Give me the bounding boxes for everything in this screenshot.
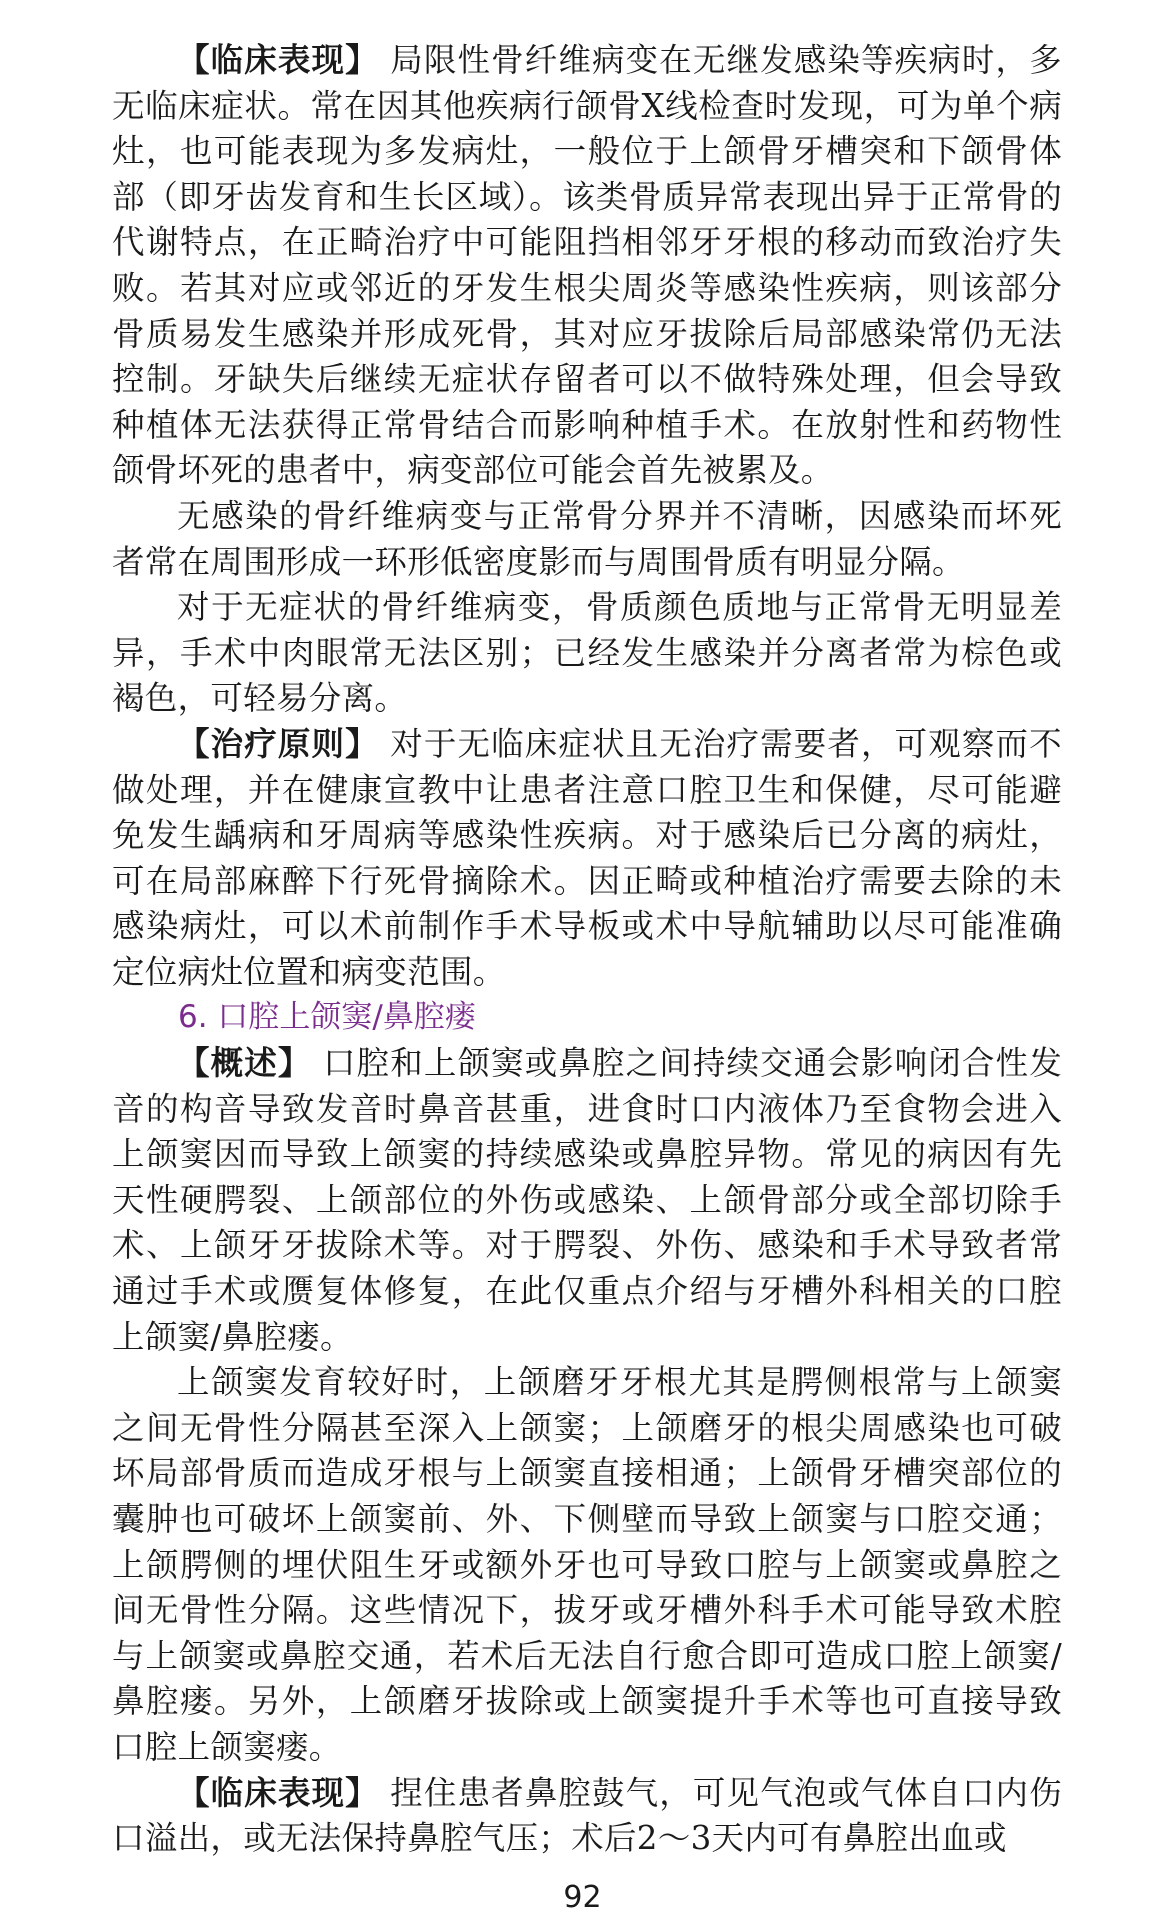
paragraph-overview	[112, 1041, 1062, 1360]
paragraph-clinical-manifestation	[112, 38, 1062, 494]
paragraph-body	[112, 1360, 1062, 1770]
paragraph-text: 无感染的骨纤维病变与正常骨分界并不清晰，因感染而坏死者常在周围形成一环形低密度影而与周围骨质有明显分隔。	[112, 496, 1062, 581]
section-heading: 6. 口腔上颌窦/鼻腔瘘	[178, 999, 476, 1036]
paragraph-lead: 【临床表现】	[177, 41, 379, 79]
paragraph-lead: 【概述】	[177, 1044, 312, 1083]
section-b	[112, 1041, 1062, 1862]
paragraph-text: 上颌窦发育较好时，上颌磨牙牙根尤其是腭侧根常与上颌窦之间无骨性分隔甚至深入上颌窦；上颌磨牙的根尖周感染也可破坏局部骨质而造成牙根与上颌窦直接相通；上颌骨牙槽突部位的囊肿也可破坏上颌窦前、外、下侧壁而导致上颌窦与口腔交通；上颌腭侧的埋伏阻生牙或额外牙也可导致口腔与上颌窦或鼻腔之间无骨性分隔。这些情况下，拔牙或牙槽外科手术可能导致术腔与上颌窦或鼻腔交通，若术后无法自行愈合即可造成口腔上颌窦/鼻腔瘘。另外，上颌磨牙拔除或上颌窦提升手术等也可直接导致口腔上颌窦瘘。	[112, 1363, 1062, 1766]
paragraph-body	[112, 494, 1062, 585]
paragraph-text: 对于无症状的骨纤维病变，骨质颜色质地与正常骨无明显差异，手术中肉眼常无法区别；已经发生感染并分离者常为棕色或褐色，可轻易分离。	[112, 588, 1062, 718]
paragraph-text: 口腔和上颌窦或鼻腔之间持续交通会影响闭合性发音的构音导致发音时鼻音甚重，进食时口内液体乃至食物会进入上颌窦因而导致上颌窦的持续感染或鼻腔异物。常见的病因有先天性硬腭裂、上颌部位的外伤或感染、上颌骨部分或全部切除手术、上颌牙牙拔除术等。对于腭裂、外伤、感染和手术导致者常通过手术或赝复体修复，在此仅重点介绍与牙槽外科相关的口腔上颌窦/鼻腔瘘。	[112, 1044, 1062, 1356]
paragraph-text: 对于无临床症状且无治疗需要者，可观察而不做处理，并在健康宣教中让患者注意口腔卫生和保健，尽可能避免发生龋病和牙周病等感染性疾病。对于感染后已分离的病灶，可在局部麻醉下行死骨摘除术。因正畸或种植治疗需要去除的未感染病灶，可以术前制作手术导板或术中导航辅助以尽可能准确定位病灶位置和病变范围。	[112, 724, 1062, 991]
section-a	[112, 38, 1062, 995]
page-number: 92	[563, 1880, 602, 1915]
paragraph-lead: 【治疗原则】	[177, 724, 379, 763]
paragraph-lead: 【临床表现】	[177, 1773, 379, 1812]
paragraph-text: 局限性骨纤维病变在无继发感染等疾病时，多无临床症状。常在因其他疾病行颌骨X线检查时发现，可为单个病灶，也可能表现为多发病灶，一般位于上颌骨牙槽突和下颌骨体部（即牙齿发育和生长区域）。该类骨质异常表现出异于正常骨的代谢特点，在正畸治疗中可能阻挡相邻牙牙根的移动而致治疗失败。若其对应或邻近的牙发生根尖周炎等感染性疾病，则该部分骨质易发生感染并形成死骨，其对应牙拔除后局部感染常仍无法控制。牙缺失后继续无症状存留者可以不做特殊处理，但会导致种植体无法获得正常骨结合而影响种植手术。在放射性和药物性颌骨坏死的患者中，病变部位可能会首先被累及。	[112, 41, 1062, 490]
paragraph-text: 捏住患者鼻腔鼓气，可见气泡或气体自口内伤口溢出，或无法保持鼻腔气压；术后2～3天内可有鼻腔出血或	[112, 1773, 1062, 1858]
paragraph-clinical-manifestation	[112, 1771, 1062, 1862]
document-page	[112, 38, 1062, 1862]
paragraph-body	[112, 585, 1062, 722]
paragraph-treatment-principle	[112, 722, 1062, 996]
